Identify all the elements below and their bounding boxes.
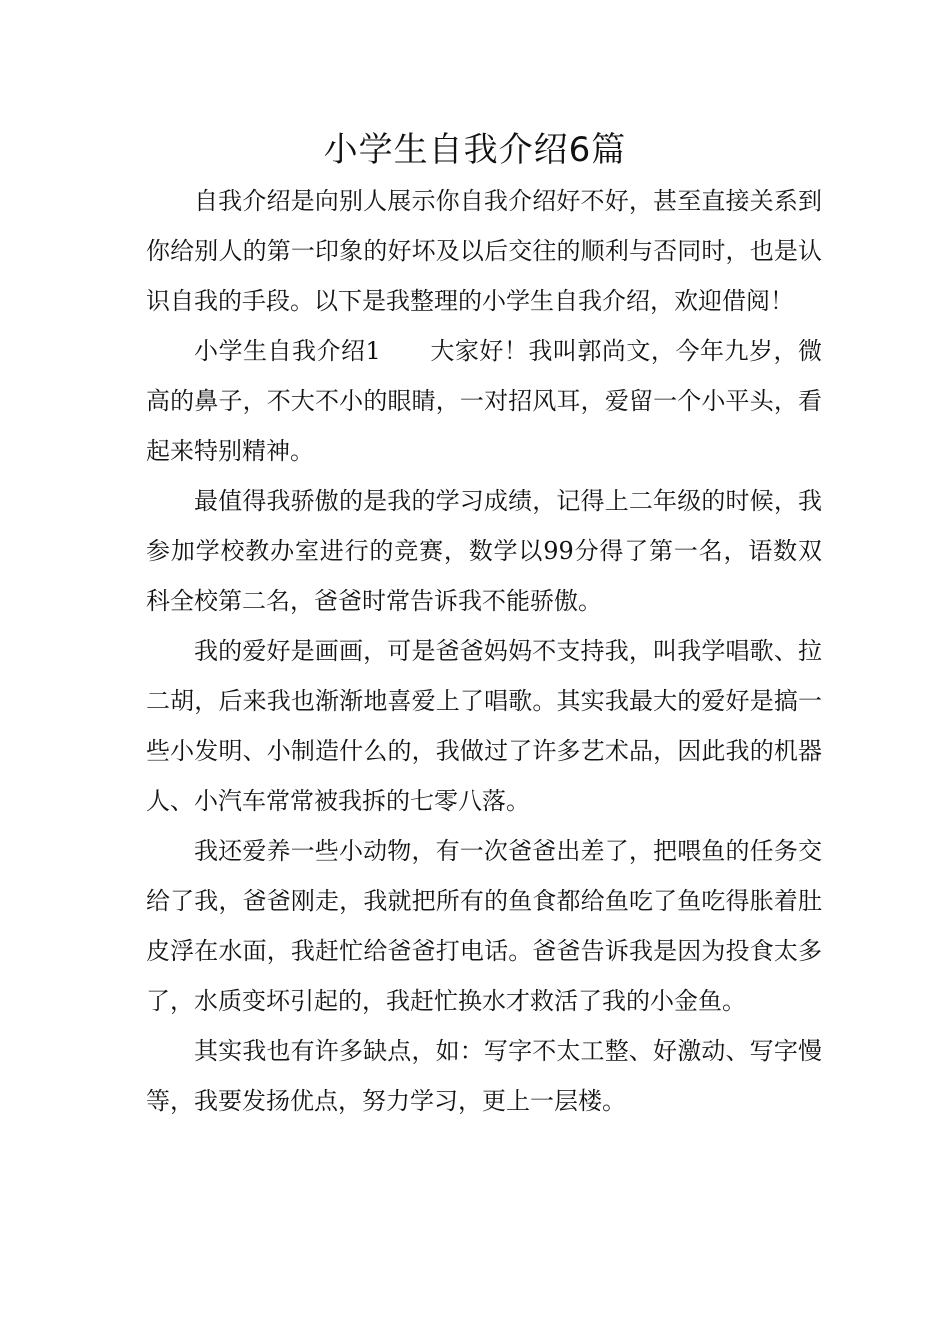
document-title: 小学生自我介绍6篇 <box>323 130 627 170</box>
paragraph-intro: 自我介绍是向别人展示你自我介绍好不好，甚至直接关系到你给别人的第一印象的好坏及以后交往的顺利与否同时，也是认识自我的手段。以下是我整理的小学生自我介绍，欢迎借阅！ <box>146 187 822 315</box>
paragraph-2: 最值得我骄傲的是我的学习成绩，记得上二年级的时候，我参加学校教办室进行的竞赛，数学以99分得了第一名，语数双科全校第二名，爸爸时常告诉我不能骄傲。 <box>146 487 822 615</box>
paragraph-1: 小学生自我介绍1 大家好！我叫郭尚文，今年九岁，微高的鼻子，不大不小的眼睛，一对招风耳，爱留一个小平头，看起来特别精神。 <box>146 337 822 465</box>
document-body <box>146 176 822 1126</box>
paragraph-5: 其实我也有许多缺点，如：写字不太工整、好激动、写字慢等，我要发扬优点，努力学习，更上一层楼。 <box>146 1037 822 1115</box>
paragraph-4: 我还爱养一些小动物，有一次爸爸出差了，把喂鱼的任务交给了我，爸爸刚走，我就把所有的鱼食都给鱼吃了鱼吃得胀着肚皮浮在水面，我赶忙给爸爸打电话。爸爸告诉我是因为投食太多了，水质变坏引起的，我赶忙换水才救活了我的小金鱼。 <box>146 837 822 1015</box>
paragraph-3: 我的爱好是画画，可是爸爸妈妈不支持我，叫我学唱歌、拉二胡，后来我也渐渐地喜爱上了唱歌。其实我最大的爱好是搞一些小发明、小制造什么的，我做过了许多艺术品，因此我的机器人、小汽车常常被我拆的七零八落。 <box>146 637 822 815</box>
